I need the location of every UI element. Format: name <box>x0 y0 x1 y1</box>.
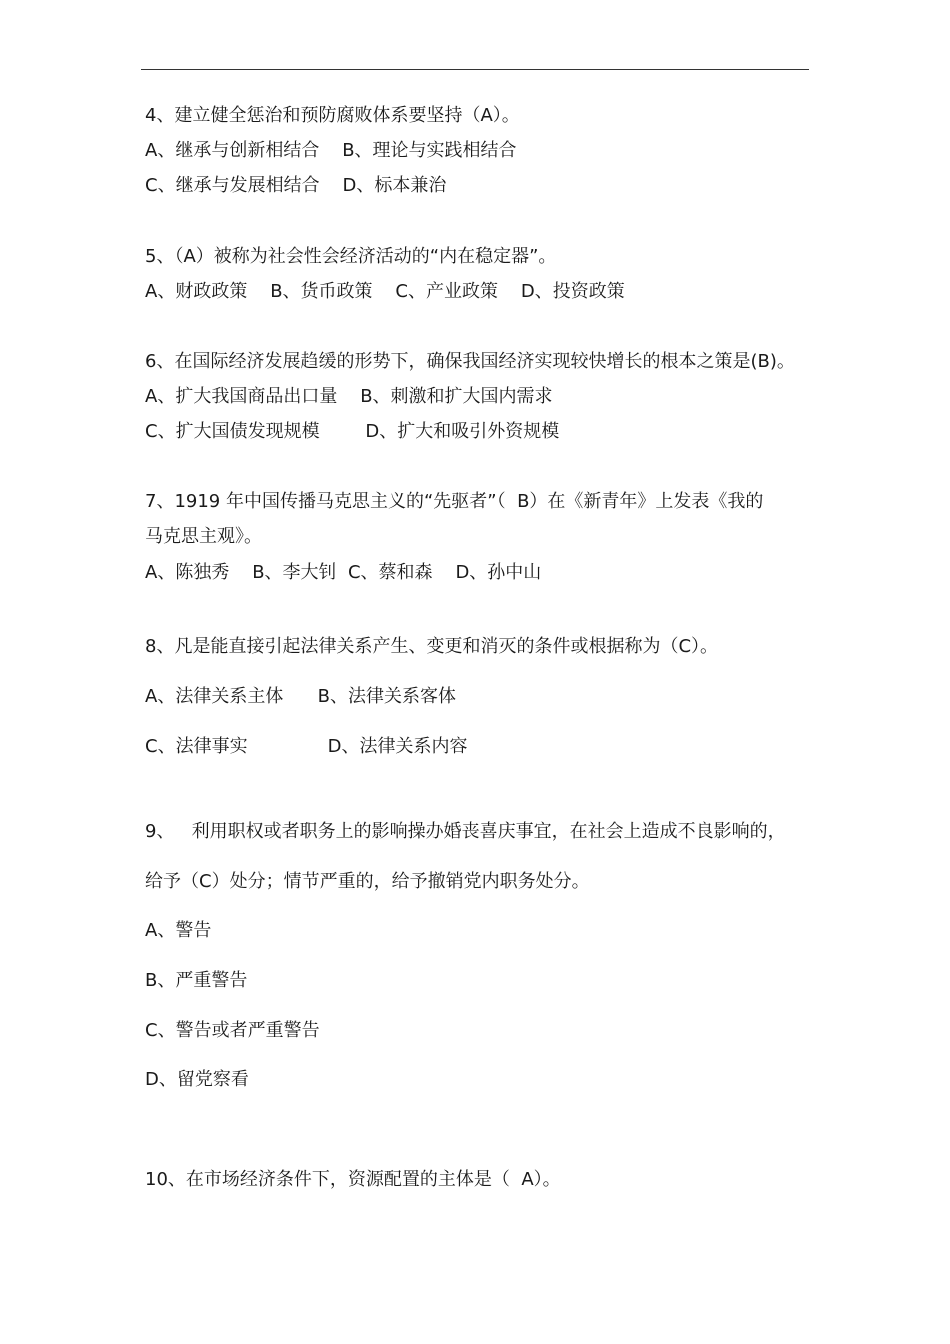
header-rule <box>141 69 809 70</box>
question-5-option-line-1: A、财政政策 B、货币政策 C、产业政策 D、投资政策 <box>145 281 625 302</box>
question-6-option-line-1: A、扩大我国商品出口量 B、刺激和扩大国内需求 <box>145 386 553 407</box>
question-9-text-line-1: 9、 利用职权或者职务上的影响操办婚丧喜庆事宜，在社会上造成不良影响的， <box>145 821 786 842</box>
question-4-text: 4、建立健全惩治和预防腐败体系要坚持（A）。 <box>145 105 520 126</box>
question-9-option-a: A、警告 <box>145 920 212 941</box>
question-9-option-c: C、警告或者严重警告 <box>145 1020 320 1041</box>
question-4-option-line-1: A、继承与创新相结合 B、理论与实践相结合 <box>145 140 517 161</box>
question-9-option-b: B、严重警告 <box>145 970 248 991</box>
question-7-option-line-1: A、陈独秀 B、李大钊 C、蔡和森 D、孙中山 <box>145 562 542 583</box>
question-6-text: 6、在国际经济发展趋缓的形势下，确保我国经济实现较快增长的根本之策是(B)。 <box>145 351 795 372</box>
question-9-option-d: D、留党察看 <box>145 1069 249 1090</box>
question-9-text-line-2: 给予（C）处分；情节严重的，给予撤销党内职务处分。 <box>145 871 590 892</box>
question-8-text: 8、凡是能直接引起法律关系产生、变更和消灭的条件或根据称为（C）。 <box>145 636 719 657</box>
question-8-option-line-1: A、法律关系主体 B、法律关系客体 <box>145 686 456 707</box>
question-7-text-line-2: 马克思主观》。 <box>145 526 262 547</box>
question-8-option-line-2: C、法律事实 D、法律关系内容 <box>145 736 468 757</box>
question-6-option-line-2: C、扩大国债发现规模 D、扩大和吸引外资规模 <box>145 421 560 442</box>
question-10-text: 10、在市场经济条件下，资源配置的主体是（ A）。 <box>145 1169 561 1190</box>
question-5-text: 5、（A）被称为社会性会经济活动的“内在稳定器”。 <box>145 246 557 267</box>
question-7-text-line-1: 7、1919 年中国传播马克思主义的“先驱者”（ B）在《新青年》上发表《我的 <box>145 491 764 512</box>
question-4-option-line-2: C、继承与发展相结合 D、标本兼治 <box>145 175 447 196</box>
